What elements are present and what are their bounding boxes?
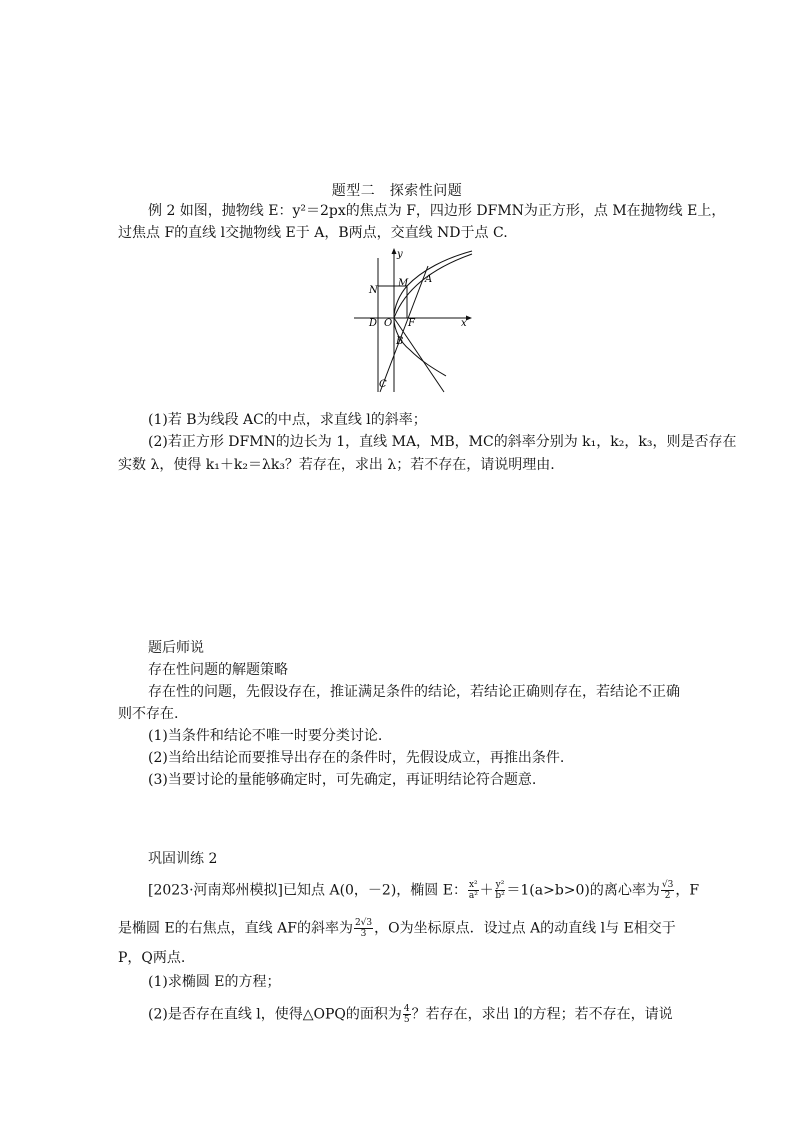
- practice-question-2-a: (2)是否存在直线 l，使得△OPQ的面积为: [148, 1006, 402, 1023]
- practice-line-1-a: [2023·河南郑州模拟]已知点 A(0，－2)，椭圆 E：: [148, 882, 467, 899]
- parabola-figure: [350, 246, 475, 394]
- practice-line-2-b: ，O为坐标原点．设过点 A的动直线 l与 E相交于: [374, 920, 676, 937]
- label-F: F: [408, 318, 415, 329]
- question-2-line-1: (2)若正方形 DFMN的边长为 1，直线 MA，MB，MC的斜率分别为 k₁，k₂，k₃，则是否存在: [148, 434, 737, 450]
- label-x: x: [461, 318, 467, 329]
- practice-question-1: (1)求椭圆 E的方程；: [148, 974, 281, 990]
- label-B: B: [396, 336, 404, 347]
- question-1: (1)若 B为线段 AC的中点，求直线 l的斜率；: [148, 412, 427, 428]
- ellipse-x-fraction: $\frac{\text{x²}}{\text{a²}}$: [468, 880, 478, 901]
- practice-line-2-a: 是椭圆 E的右焦点，直线 AF的斜率为: [118, 920, 353, 937]
- section-title: 题型二 探索性问题: [331, 183, 463, 199]
- label-N: N: [369, 285, 378, 296]
- label-D: D: [369, 318, 378, 329]
- label-y: y: [397, 249, 403, 260]
- example-line-2: 过焦点 F的直线 l交抛物线 E于 A，B两点，交直线 ND于点 C.: [118, 225, 508, 241]
- label-O: O: [384, 318, 393, 329]
- label-A: A: [425, 274, 433, 285]
- label-M: M: [398, 278, 409, 289]
- ellipse-y-fraction: $\frac{\text{y²}}{\text{b²}}$: [495, 880, 505, 901]
- practice-question-2-b: ？若存在，求出 l的方程；若不存在，请说: [411, 1006, 673, 1023]
- practice-heading: 巩固训练 2: [148, 851, 218, 867]
- notes-item-2: (2)当给出结论而要推导出存在的条件时，先假设成立，再推出条件.: [148, 750, 565, 766]
- slope-fraction: $\frac{2√3}{3}$: [354, 918, 373, 939]
- notes-subheading: 存在性问题的解题策略: [148, 662, 288, 678]
- notes-item-1: (1)当条件和结论不唯一时要分类讨论.: [148, 728, 383, 744]
- example-line-1: 例 2 如图，抛物线 E：y²＝2px的焦点为 F，四边形 DFMN为正方形，点 M在抛物线 E上，: [148, 203, 726, 219]
- practice-question-2: [148, 1004, 673, 1025]
- notes-item-3: (3)当要讨论的量能够确定时，可先确定，再证明结论符合题意.: [148, 772, 537, 788]
- question-2-line-2: 实数 λ，使得 k₁＋k₂＝λk₃？若存在，求出 λ；若不存在，请说明理由.: [118, 457, 555, 473]
- area-fraction: $\frac{4}{5}$: [403, 1004, 410, 1025]
- practice-line-2: [118, 918, 676, 939]
- notes-heading: 题后师说: [148, 640, 204, 656]
- practice-line-1-b: ＝1(a>b>0)的离心率为: [506, 882, 660, 899]
- practice-line-3: P，Q两点.: [118, 950, 186, 966]
- eccentricity-fraction: $\frac{√3}{2}$: [661, 880, 674, 901]
- notes-paragraph-line-1: 存在性的问题，先假设存在，推证满足条件的结论，若结论正确则存在，若结论不正确: [148, 684, 680, 700]
- practice-line-1: [148, 880, 699, 901]
- notes-paragraph-line-2: 则不存在.: [118, 706, 179, 722]
- label-C: C: [379, 379, 387, 390]
- plus-sign: ＋: [479, 882, 494, 899]
- practice-line-1-c: ，F: [675, 882, 700, 899]
